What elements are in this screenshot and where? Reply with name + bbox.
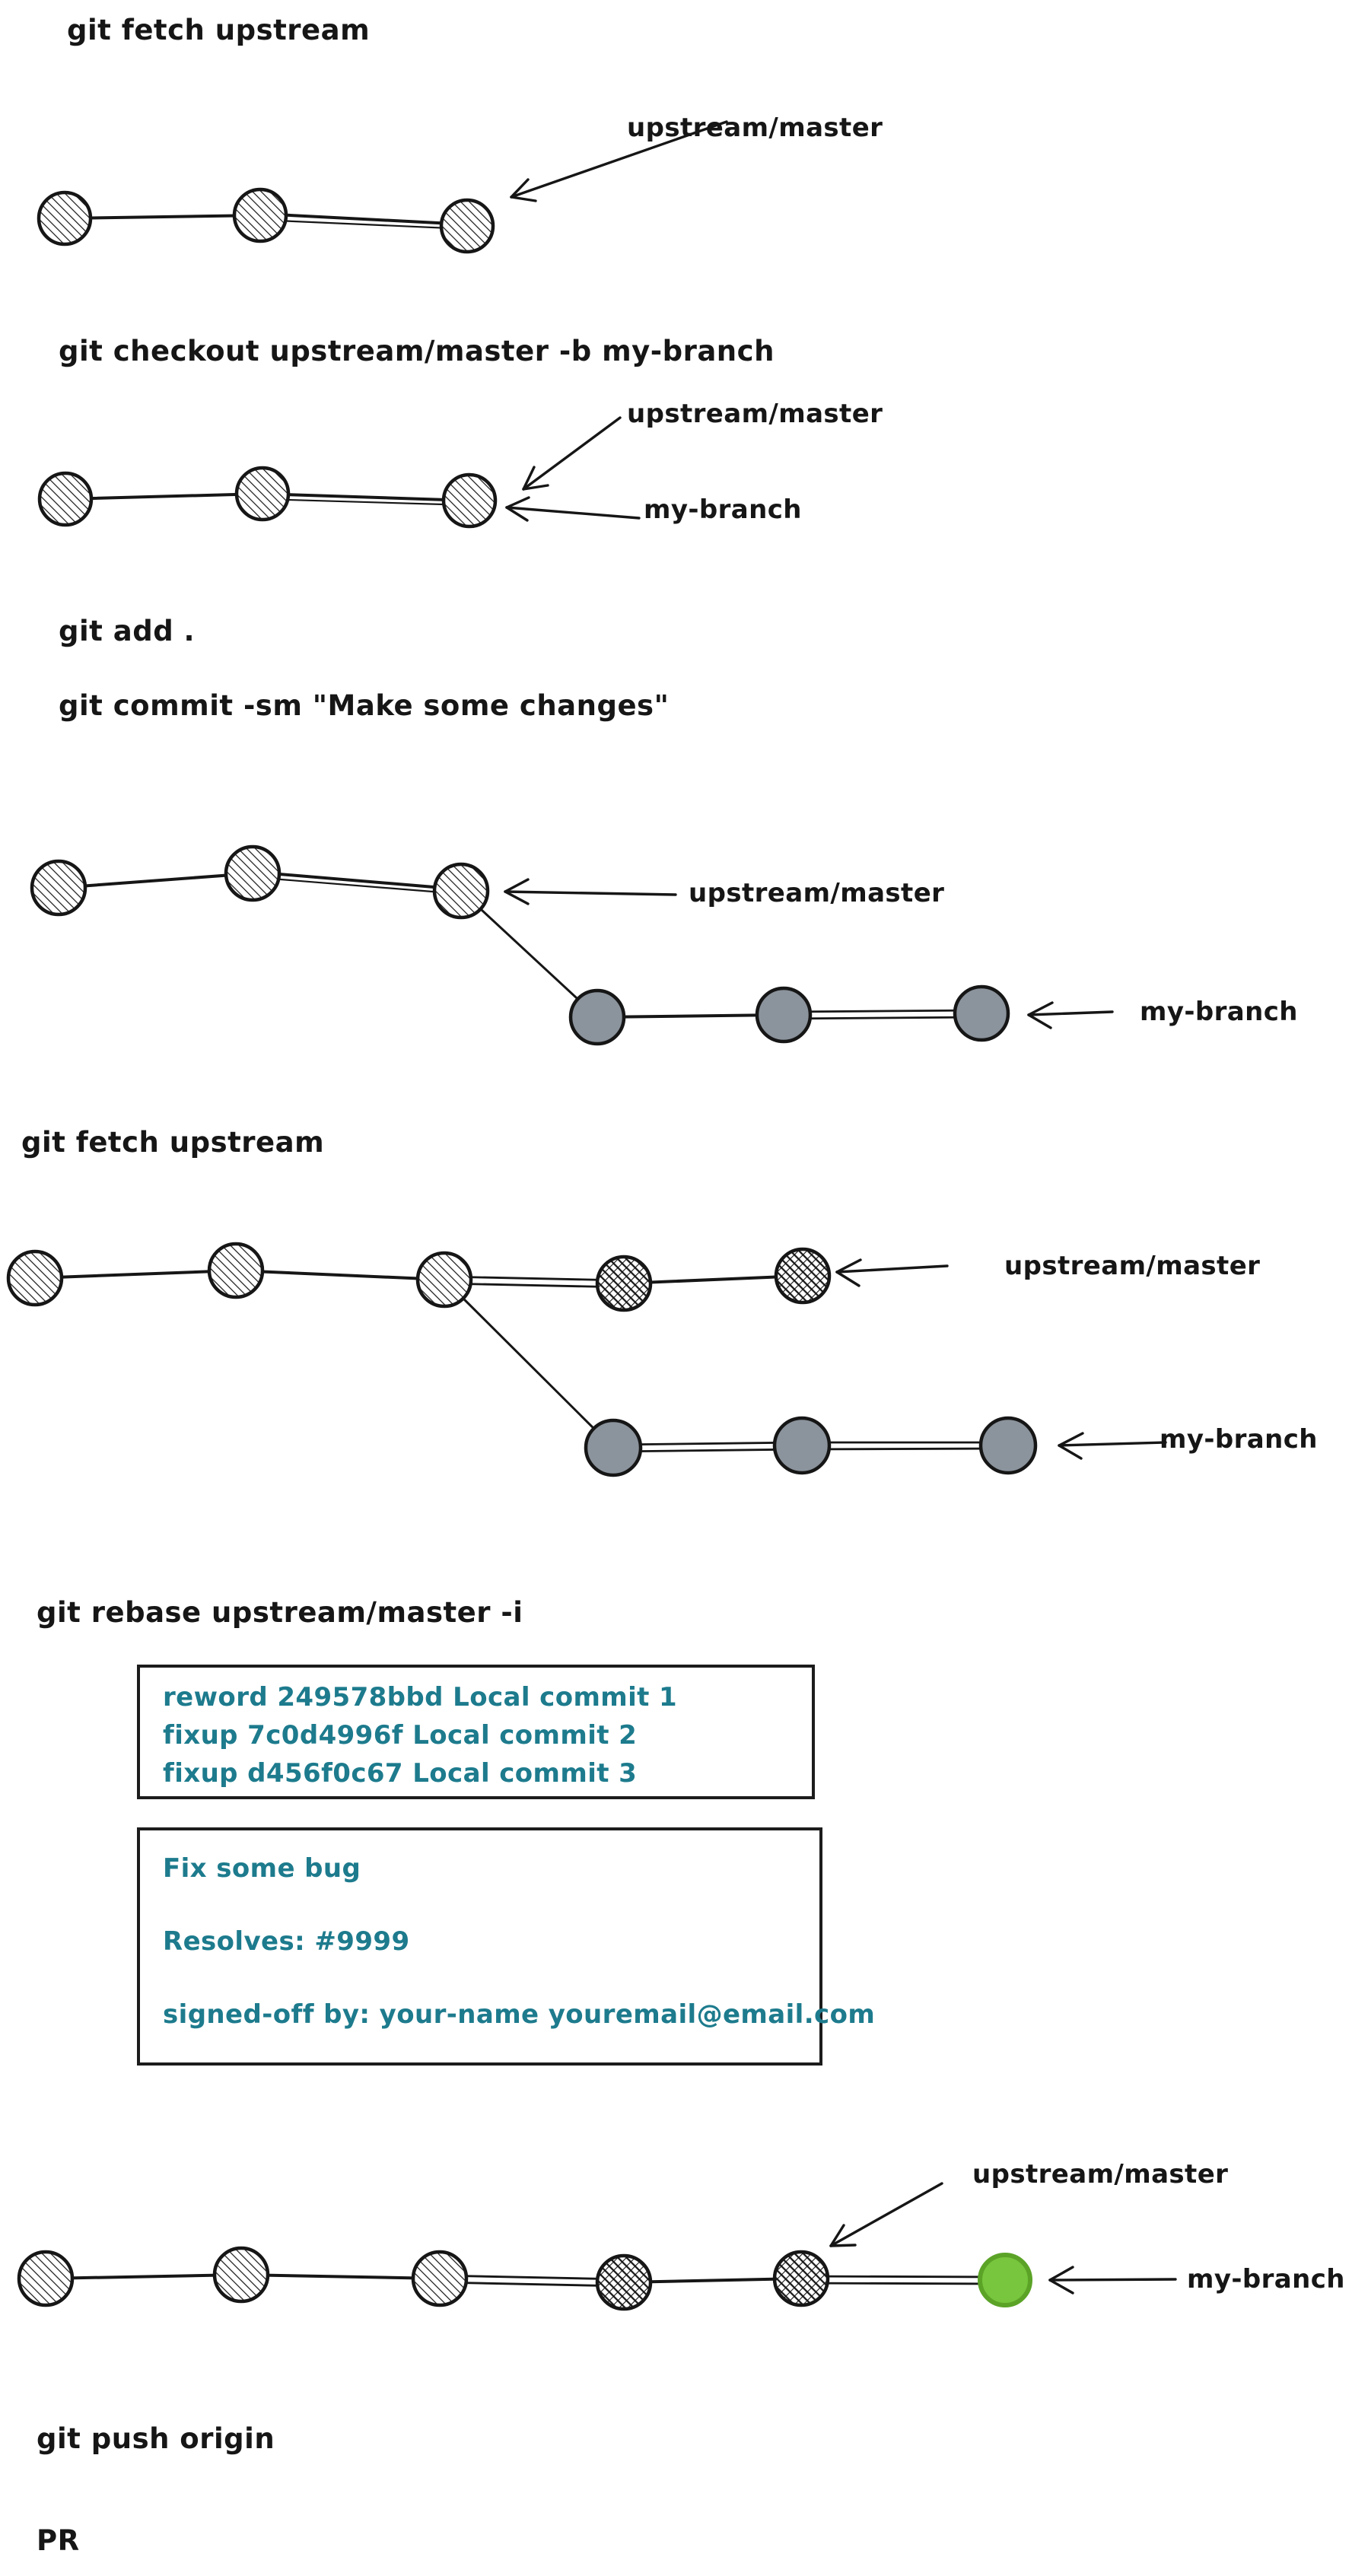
commit-node-hatched [418, 1253, 471, 1306]
arrow-upstream-master-2 [523, 418, 620, 489]
connector [253, 872, 461, 889]
commit-node-hatched [441, 200, 493, 252]
commit-node-gray [757, 988, 810, 1042]
commit-node-hatched [40, 473, 91, 525]
branch-connector [444, 1280, 613, 1448]
graph-2 [40, 418, 639, 526]
connector [241, 2275, 440, 2279]
connector [260, 220, 467, 229]
graph-3 [32, 847, 1112, 1044]
graph-5 [19, 2183, 1175, 2309]
label-my-branch-3: my-branch [1140, 997, 1298, 1027]
commit-node-hatched [8, 1251, 62, 1305]
commit-node-hatched [413, 2252, 466, 2305]
connector [46, 2275, 241, 2279]
label-my-branch-4: my-branch [1160, 1424, 1318, 1455]
arrow-upstream-master-4 [837, 1260, 947, 1286]
cmd-fetch-upstream-1: git fetch upstream [67, 14, 371, 46]
connector [59, 873, 253, 888]
connector [784, 1010, 981, 1012]
arrow-upstream-master-3 [505, 879, 676, 904]
commit-message-line: signed-off by: your-name youremail@email.com [163, 1999, 876, 2030]
commit-node-hatched [234, 189, 286, 241]
cmd-commit: git commit -sm "Make some changes" [59, 689, 670, 722]
rebase-todo-line: fixup 7c0d4996f Local commit 2 [163, 1720, 638, 1751]
cmd-fetch-upstream-2: git fetch upstream [21, 1126, 325, 1159]
commit-message-line: Resolves: #9999 [163, 1926, 410, 1957]
connector [260, 214, 467, 224]
commit-node-hatched [19, 2252, 72, 2305]
graph-1 [39, 122, 727, 252]
cmd-push: git push origin [37, 2422, 275, 2455]
cmd-checkout: git checkout upstream/master -b my-branch [59, 335, 775, 367]
commit-node-crosshatched [776, 1249, 829, 1302]
commit-node-gray [775, 1418, 829, 1473]
commit-node-gray [955, 987, 1008, 1040]
connector [801, 2276, 1005, 2277]
connector [784, 1017, 981, 1019]
graph-4 [8, 1244, 1166, 1475]
label-my-branch-5: my-branch [1187, 2264, 1345, 2295]
connector [801, 2283, 1005, 2284]
label-upstream-master-4: upstream/master [1004, 1251, 1261, 1281]
cmd-pr: PR [37, 2524, 80, 2557]
connector [65, 215, 260, 218]
commit-node-gray [571, 991, 624, 1044]
label-upstream-master-5: upstream/master [972, 2159, 1229, 2190]
commit-node-hatched [444, 475, 495, 526]
commit-node-green [980, 2255, 1030, 2305]
commit-message-box [137, 1827, 876, 2066]
connector [65, 494, 262, 499]
label-upstream-master-2: upstream/master [627, 399, 883, 429]
commit-node-gray [981, 1418, 1035, 1473]
commit-node-hatched [237, 468, 288, 520]
commit-node-hatched [226, 847, 279, 900]
label-upstream-master-3: upstream/master [689, 878, 945, 908]
commit-node-hatched [39, 192, 91, 244]
commit-node-hatched [32, 861, 85, 914]
commit-message-line: Fix some bug [163, 1853, 361, 1884]
connector [35, 1271, 236, 1278]
commit-node-gray [586, 1420, 641, 1475]
commit-node-crosshatched [775, 2252, 828, 2305]
commit-node-crosshatched [597, 1257, 651, 1310]
commit-node-hatched [209, 1244, 262, 1297]
arrow-my-branch-3 [1029, 1003, 1112, 1028]
arrow-upstream-master-5 [831, 2183, 942, 2246]
arrow-my-branch-4 [1059, 1433, 1166, 1458]
rebase-todo-line: reword 249578bbd Local commit 1 [163, 1682, 678, 1713]
commit-node-crosshatched [597, 2256, 651, 2309]
rebase-todo-line: fixup d456f0c67 Local commit 3 [163, 1758, 638, 1789]
commit-node-hatched [215, 2248, 268, 2301]
label-upstream-master-1: upstream/master [627, 113, 883, 143]
cmd-add: git add . [59, 615, 196, 647]
connector [236, 1271, 444, 1280]
arrow-my-branch-5 [1050, 2267, 1175, 2293]
cmd-rebase: git rebase upstream/master -i [37, 1596, 523, 1629]
commit-node-hatched [434, 864, 488, 918]
label-my-branch-2: my-branch [644, 495, 802, 525]
rebase-todo-box [137, 1665, 815, 1799]
arrow-my-branch-2 [507, 498, 639, 520]
